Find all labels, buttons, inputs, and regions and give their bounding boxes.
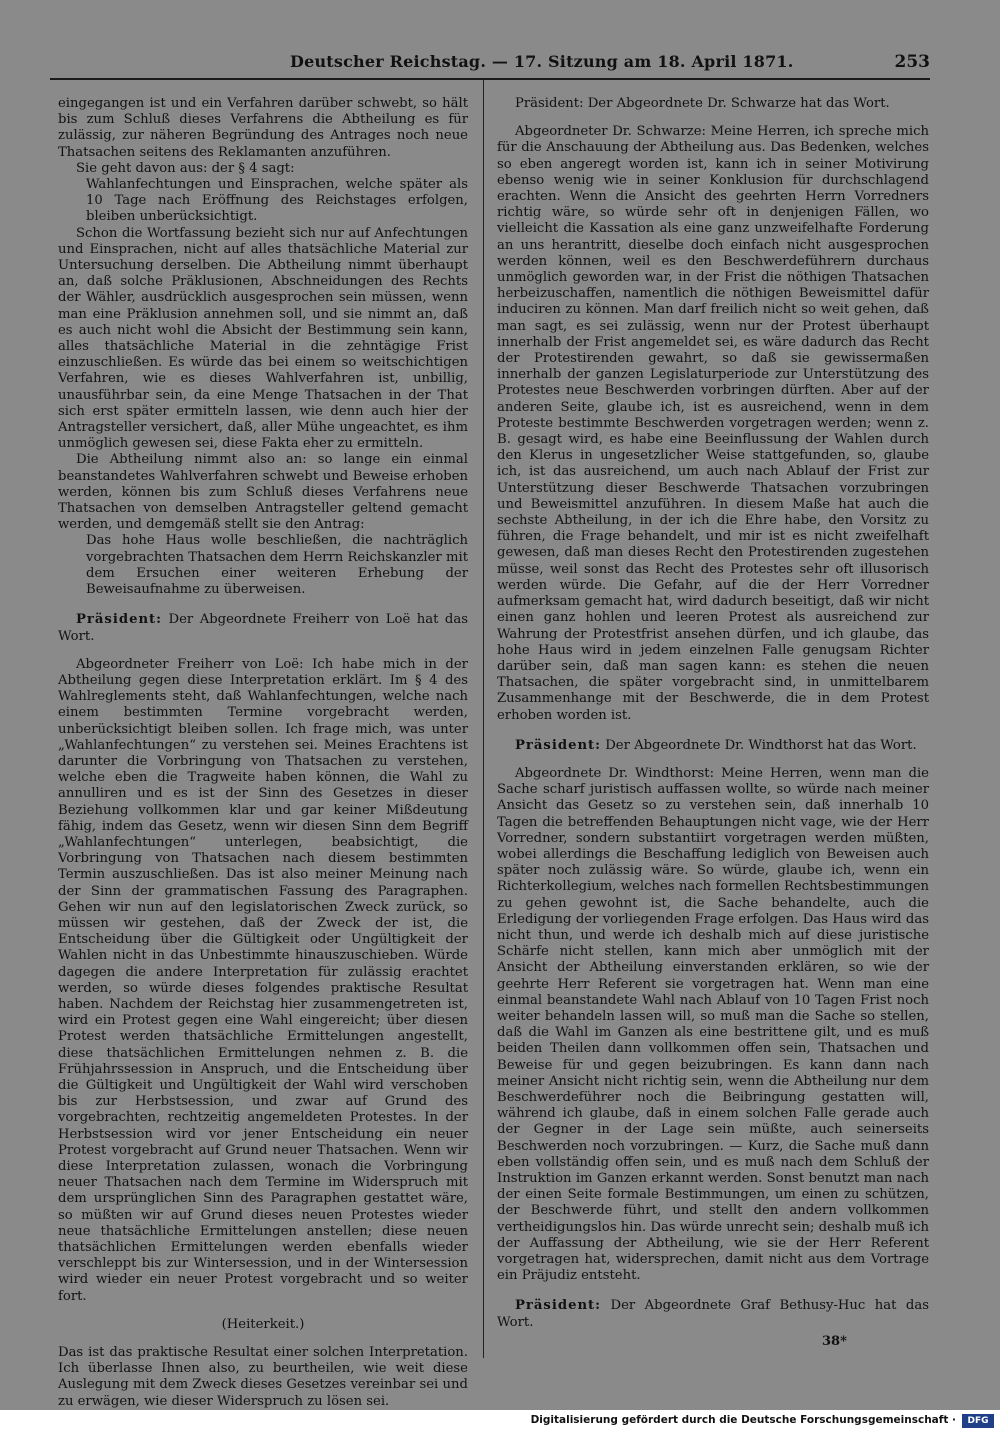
speaker-text: Meine Herren, ich spreche mich für die Anschauung der Abtheilung aus. Das Bedenken, welches so eben angeregt worden ist, kann ich in seiner Motivirung ebenso wenig wie in seiner Konklusion für durchschlagend erachten. Wenn die Ansicht des geehrten Herrn Vorredners richtig wäre, so würde sehr oft in denjenigen Fällen, wo vielleicht die Kassation als eine ganz unzweifelhafte Forderung an uns herantritt, dieselbe doch einfach nicht ausgesprochen werden können, weil es den Beschwerdeführern durchaus unmöglich geworden war, in der Frist die nöthigen Thatsachen herbeizuschaffen, namentlich die nöthigen Beweismittel dafür induciren zu können. Man darf freilich nicht so weit gehen, daß man sagt, es sei zulässig, wenn nur der Protest überhaupt innerhalb der Frist angemeldet sei, es wäre dadurch das Recht der Protestirenden gewahrt, so daß sie gewissermaßen innerhalb der ganzen Legislaturperiode zur Unterstützung des Protestes neue Beschwerden vorbringen dürften. Aber auf der anderen Seite, glaube ich, ist es ausreichend, wenn in dem Proteste bestimmte Beschwerden vorgetragen werden; wenn z. B. gesagt wird, es habe eine Beeinflussung der Wahlen durch den Klerus in ungesetzlicher Weise stattgefunden, so, glaube ich, ist das ausreichend, um auch nach Ablauf der Frist zur Unterstützung dieser Beschwerde Thatsachen vorzubringen und Beweismittel anzuführen. In diesem Maße hat auch die sechste Abtheilung, in der ich die Ehre habe, den Vorsitz zu führen, die Frage behandelt, und mir ist es nicht zweifelhaft gewesen, daß man dieses Recht den Protestirenden zugestehen müsse, weil sonst das Recht des Protestes sehr oft illusorisch werden würde. Die Gefahr, auf die der Herr Vorredner aufmerksam gemacht hat, wird dadurch beseitigt, daß wir nicht einen ganz hohlen und leeren Protest als ausreichend zur Wahrung der Protestfrist ansehen dürfen, und ich glaube, das hohe Haus wird in jedem einzelnen Falle genugsam Richter darüber sein, daß man sagen kann: es stehen die neuen Thatsachen, die später vorgebracht sind, in unmittelbarem Zusammenhange mit der Beschwerde, die in dem Protest erhoben worden ist.	[497, 124, 929, 723]
left-column	[58, 96, 468, 1410]
speaker-label: Abgeordneter Dr. Schwarze:	[515, 124, 707, 140]
header-rule	[50, 78, 930, 80]
column-divider	[483, 80, 484, 1358]
paragraph: Die Abtheilung nimmt also an: so lange ein einmal beanstandetes Wahlverfahren schwebt und Beweise erhoben werden, können bis zum Schluß dieses Verfahrens neue Thatsachen von demselben Antragsteller geltend gemacht werden, und demgemäß stellt sie den Antrag:	[58, 452, 468, 533]
speaker-label: Abgeordneter Freiherr von Loë:	[76, 656, 304, 672]
page-number: 253	[894, 52, 930, 72]
digitization-footer	[0, 1410, 1000, 1432]
speaker-text: Der Abgeordnete Dr. Schwarze hat das Wort.	[587, 96, 890, 111]
speaker-text: Meine Herren, wenn man die Sache scharf juristisch auffassen wollte, so würde nach meiner Ansicht das Gesetz so zu verstehen sein, daß innerhalb 10 Tagen die betreffenden Behauptungen nicht vage, wie der Herr Vorredner, sondern substantiirt vorgetragen werden müßten, wobei allerdings die Beschaffung lediglich von Beweisen auch später noch zulässig wäre. So würde, glaube ich, wenn ein Richterkollegium, welches nach formellen Rechtsbestimmungen zu gehen gewohnt ist, die Sache behandelte, auch die Erledigung der vorliegenden Frage erfolgen. Das Haus wird das nicht thun, und werde ich deshalb mich auf diese juristische Schärfe nicht stellen, kann mich aber unmöglich mit der Ansicht der Abtheilung einverstanden erklären, so wie der geehrte Herr Referent sie vorgetragen hat. Wenn man eine einmal beanstandete Wahl nach Ablauf von 10 Tagen Frist noch weiter behandeln lassen will, so muß man die Sache so stellen, daß die Wahl im Ganzen als eine bestrittene gilt, und es muß beiden Theilen dann vollkommen offen sein, Thatsachen und Beweise für und gegen beizubringen. Es kann dann nach meiner Ansicht nicht richtig sein, wenn die Abtheilung nur dem Beschwerdeführer noch die Beibringung gestatten will, während ich glaube, daß in einem solchen Falle gerade auch der Gegner in der Lage sein müßte, auch seinerseits Beschwerden noch vorzubringen. — Kurz, die Sache muß dann eben vollständig offen sein, und es muß nach dem Schluß der Instruktion im Ganzen erkannt werden. Sonst benutzt man nach der einen Seite formale Bestimmungen, um einen zu schützen, der Beschwerde führt, und stellt den andern vollkommen vertheidigungslos hin. Das würde unrecht sein; deshalb muß ich der Auffassung der Abtheilung, wie sie der Herr Referent vorgetragen hat, widersprechen, damit nicht aus dem Vortrage ein Präjudiz entsteht.	[497, 765, 929, 1284]
speaker-label: Präsident:	[515, 737, 602, 753]
running-title: Deutscher Reichstag. — 17. Sitzung am 18. April 1871.	[290, 52, 794, 71]
funding-note: Digitalisierung gefördert durch die Deutsche Forschungsgemeinschaft ·	[530, 1414, 956, 1426]
paragraph: Schon die Wortfassung bezieht sich nur auf Anfechtungen und Einsprachen, nicht auf alles thatsächliche Material zur Untersuchung derselben. Die Abtheilung nimmt überhaupt an, daß solche Präklusionen, Abschneidungen des Rechts der Wähler, ausdrücklich ausgesprochen sein müssen, wenn man eine Präklusion annehmen soll, und sie nimmt an, daß es auch nicht wohl die Absicht der Bestimmung sein kann, alles thatsächliche Material in die zehntägige Frist einzuschließen. Es würde das bei einem so weitschichtigen Verfahren, wie es dieses Wahlverfahren ist, unbillig, unausführbar sein, da eine Menge Thatsachen in der That sich erst später ermitteln lassen, wie denn auch hier der Antragsteller versichert, daß, aller Mühe ungeachtet, es ihm unmöglich gewesen sei, diese Fakta eher zu ermitteln.	[58, 225, 468, 452]
spacer	[497, 112, 929, 124]
speaker-turn	[497, 738, 929, 754]
page-header	[50, 50, 930, 76]
speaker-turn	[58, 612, 468, 644]
speaker-label: Präsident:	[515, 1298, 602, 1314]
speaker-label: Präsident:	[76, 612, 163, 628]
dfg-logo: DFG	[962, 1414, 994, 1428]
speaker-label: Abgeordnete Dr. Windthorst:	[515, 765, 715, 781]
speaker-text: Ich habe mich in der Abtheilung gegen diese Interpretation erklärt. Im § 4 des Wahlreglements steht, daß Wahlanfechtungen, welche nach einem bestimmten Termine vorgebracht werden, unberücksichtigt bleiben sollen. Ich frage mich, was unter „Wahlanfechtungen“ zu verstehen sei. Meines Erachtens ist darunter die Vorbringung von Thatsachen zu verstehen, welche eben die Tragweite haben können, die Wahl zu annulliren und es ist der Sinn des Gesetzes in dieser Beziehung vollkommen klar und gar keiner Mißdeutung fähig, indem das Gesetz, wenn wir diesen Sinn dem Begriff „Wahlanfechtungen“ unterlegen, beabsichtigt, die Vorbringung von Thatsachen nach diesem bestimmten Termin auszuschließen. Das ist also meiner Meinung nach der Sinn der grammatischen Fassung des Paragraphen. Gehen wir nun auf den legislatorischen Zweck zurück, so müssen wir gestehen, daß der Zweck der ist, die Entscheidung über die Gültigkeit oder Ungültigkeit der Wahlen nicht in das Unbestimmte hinauszuschieben. Würde dagegen die andere Interpretation für zulässig erachtet werden, so würde dieses folgendes praktische Resultat haben. Nachdem der Reichstag hier zusammengetreten ist, wird ein Protest gegen eine Wahl eingereicht; über diesen Protest werden thatsächliche Ermittelungen angestellt, diese thatsächlichen Ermittelungen nehmen z. B. die Frühjahrssession in Anspruch, und die Entscheidung über die Gültigkeit und Ungültigkeit der Wahl wird verschoben bis zur Herbstsession, und zwar auf Grund des vorgebrachten, rechtzeitig angemeldeten Protestes. In der Herbstsession wird vor jener Entscheidung ein neuer Protest vorgebracht auf Grund neuer Thatsachen. Wenn wir diese Interpretation zulassen, wonach die Vorbringung neuer Thatsachen nach dem Termine im Widerspruch mit dem ursprünglichen Sinn des Paragraphen gestattet wäre, so müßten wir auf Grund dieses neuen Protestes wieder neue thatsächliche Ermittelungen anstellen; diese neuen thatsächlichen Ermittelungen werden ebenfalls wieder verschleppt bis zur Wintersession, und in der Wintersession wird wieder ein neuer Protest vorgebracht und so weiter fort.	[58, 656, 468, 1304]
speaker-turn	[497, 124, 929, 724]
speaker-text: Der Abgeordnete Graf Bethusy-Huc hat das Wort.	[497, 1298, 929, 1330]
speaker-turn	[58, 657, 468, 1305]
speaker-text: Der Abgeordnete Dr. Windthorst hat das Wort.	[605, 737, 917, 753]
paragraph: eingegangen ist und ein Verfahren darüber schwebt, so hält bis zum Schluß dieses Verfahrens die Abtheilung es für zulässig, zur näheren Begründung des Antrages noch neue Thatsachen seitens des Reklamanten anzuführen.	[58, 96, 468, 160]
speaker-text: Der Abgeordnete Freiherr von Loë hat das Wort.	[58, 612, 468, 644]
right-column	[497, 96, 929, 1331]
signature-mark: 38*	[822, 1334, 847, 1349]
speaker-turn	[497, 96, 929, 112]
speaker-label: Präsident:	[515, 96, 584, 111]
paragraph: Sie geht davon aus: der § 4 sagt:	[76, 160, 295, 176]
motion-text: Das hohe Haus wolle beschließen, die nachträglich vorgebrachten Thatsachen dem Herrn Reichskanzler mit dem Ersuchen einer weiteren Erhebung der Beweisaufnahme zu überweisen.	[86, 533, 468, 598]
spacer	[58, 1305, 468, 1317]
spacer	[58, 1333, 468, 1345]
speaker-turn	[497, 766, 929, 1285]
interjection: (Heiterkeit.)	[221, 1316, 305, 1332]
spacer	[497, 754, 929, 766]
spacer	[58, 645, 468, 657]
paragraph: Das ist das praktische Resultat einer solchen Interpretation. Ich überlasse Ihnen also, zu beurtheilen, wie weit diese Auslegung mit dem Zweck dieses Gesetzes vereinbar sei und zu erwägen, wie dieser Widerspruch zu lösen sei.	[58, 1345, 468, 1409]
quoted-rule: Wahlanfechtungen und Einsprachen, welche später als 10 Tage nach Eröffnung des Reichstages erfolgen, bleiben unberücksichtigt.	[86, 177, 468, 225]
speaker-turn	[497, 1298, 929, 1330]
